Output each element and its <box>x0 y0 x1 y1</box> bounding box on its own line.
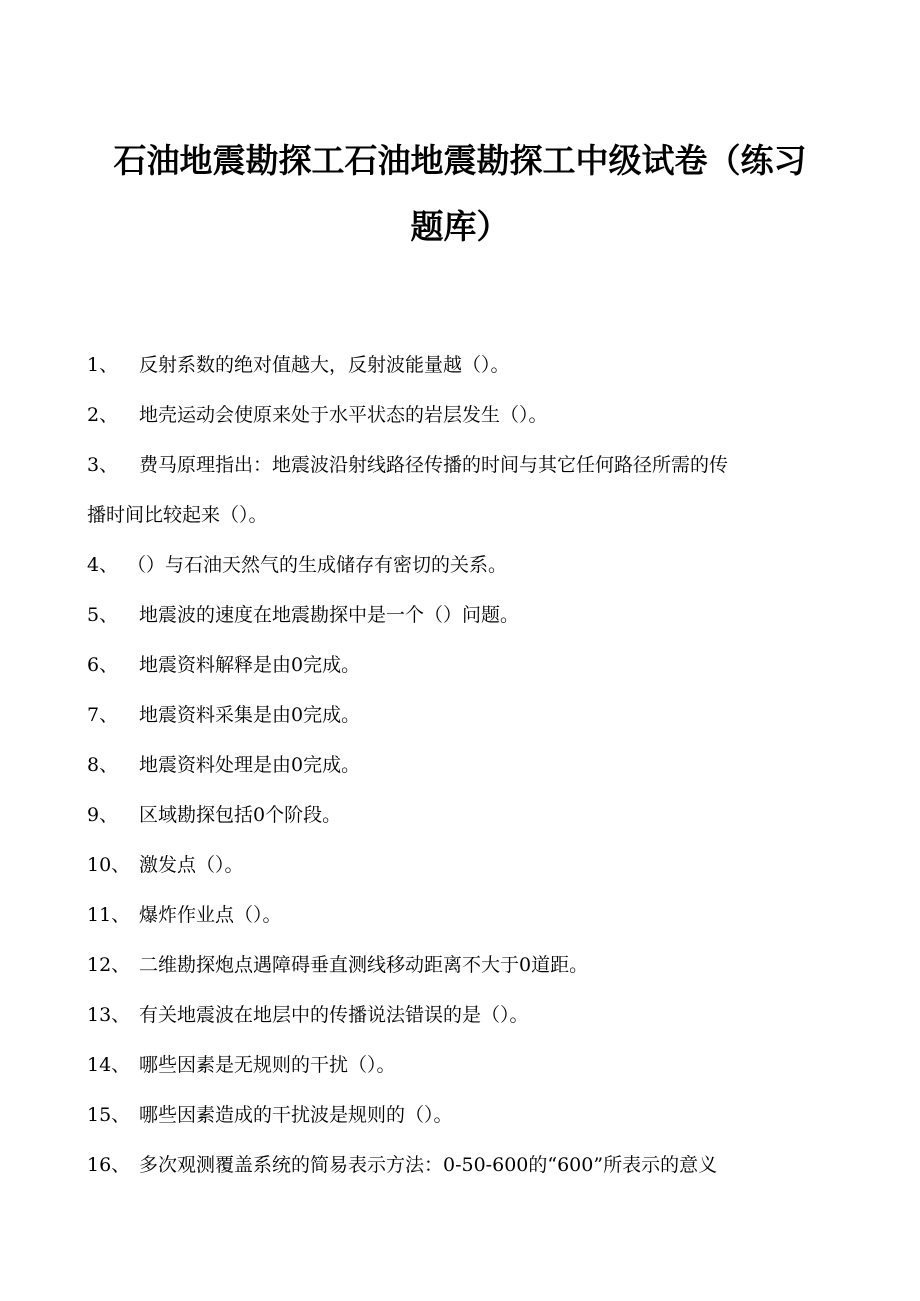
question-item <box>0 740 920 790</box>
question-text: 有关地震波在地层中的传播说法错误的是（）。 <box>139 1004 529 1026</box>
question-number: 15、 <box>87 1104 131 1126</box>
question-text: 地震资料处理是由0完成。 <box>139 754 361 776</box>
question-text: 哪些因素造成的干扰波是规则的（）。 <box>139 1104 453 1126</box>
question-text: 地震波的速度在地震勘探中是一个（）问题。 <box>139 604 520 626</box>
title-line-1: 石油地震勘探工石油地震勘探工中级试卷（练习 <box>113 141 807 180</box>
question-text: 爆炸作业点（）。 <box>139 904 282 926</box>
question-item <box>0 440 920 540</box>
question-number: 10、 <box>87 854 131 876</box>
question-item <box>0 1140 920 1190</box>
question-text: 费马原理指出：地震波沿射线路径传播的时间与其它任何路径所需的传 <box>139 454 729 476</box>
question-text: 地壳运动会使原来处于水平状态的岩层发生（）。 <box>139 404 548 426</box>
question-number: 14、 <box>87 1054 131 1076</box>
document-title <box>90 128 830 260</box>
question-text: （）与石油天然气的生成储存有密切的关系。 <box>127 554 508 576</box>
question-text: 反射系数的绝对值越大，反射波能量越（）。 <box>139 354 510 376</box>
question-number: 1、 <box>87 354 119 376</box>
question-item <box>0 540 920 590</box>
title-line-2: 题库） <box>410 207 510 246</box>
question-text: 哪些因素是无规则的干扰（）。 <box>139 1054 396 1076</box>
question-item <box>0 640 920 690</box>
question-text: 多次观测覆盖系统的简易表示方法：0-50-600的“600”所表示的意义 <box>139 1154 718 1176</box>
question-number: 5、 <box>87 604 119 626</box>
question-number: 12、 <box>87 954 131 976</box>
question-item <box>0 890 920 940</box>
question-item <box>0 390 920 440</box>
question-item <box>0 590 920 640</box>
question-number: 3、 <box>87 454 119 476</box>
question-number: 9、 <box>87 804 119 826</box>
question-number: 6、 <box>87 654 119 676</box>
question-text-continuation: 播时间比较起来（）。 <box>87 504 268 526</box>
question-item <box>0 840 920 890</box>
question-item <box>0 940 920 990</box>
question-item <box>0 690 920 740</box>
question-number: 7、 <box>87 704 119 726</box>
question-number: 4、 <box>87 554 119 576</box>
question-number: 16、 <box>87 1154 131 1176</box>
question-number: 2、 <box>87 404 119 426</box>
question-number: 11、 <box>87 904 131 926</box>
question-item <box>0 990 920 1040</box>
question-text: 区域勘探包括0个阶段。 <box>139 804 342 826</box>
question-number: 13、 <box>87 1004 131 1026</box>
question-text-block <box>87 440 819 540</box>
question-text: 地震资料采集是由0完成。 <box>139 704 361 726</box>
question-item <box>0 790 920 840</box>
question-number: 8、 <box>87 754 119 776</box>
question-item <box>0 1090 920 1140</box>
question-item <box>0 1040 920 1090</box>
question-text: 激发点（）。 <box>139 854 244 876</box>
question-list <box>0 340 920 1190</box>
question-item <box>0 340 920 390</box>
question-text: 地震资料解释是由0完成。 <box>139 654 361 676</box>
question-text: 二维勘探炮点遇障碍垂直测线移动距离不大于0道距。 <box>139 954 589 976</box>
